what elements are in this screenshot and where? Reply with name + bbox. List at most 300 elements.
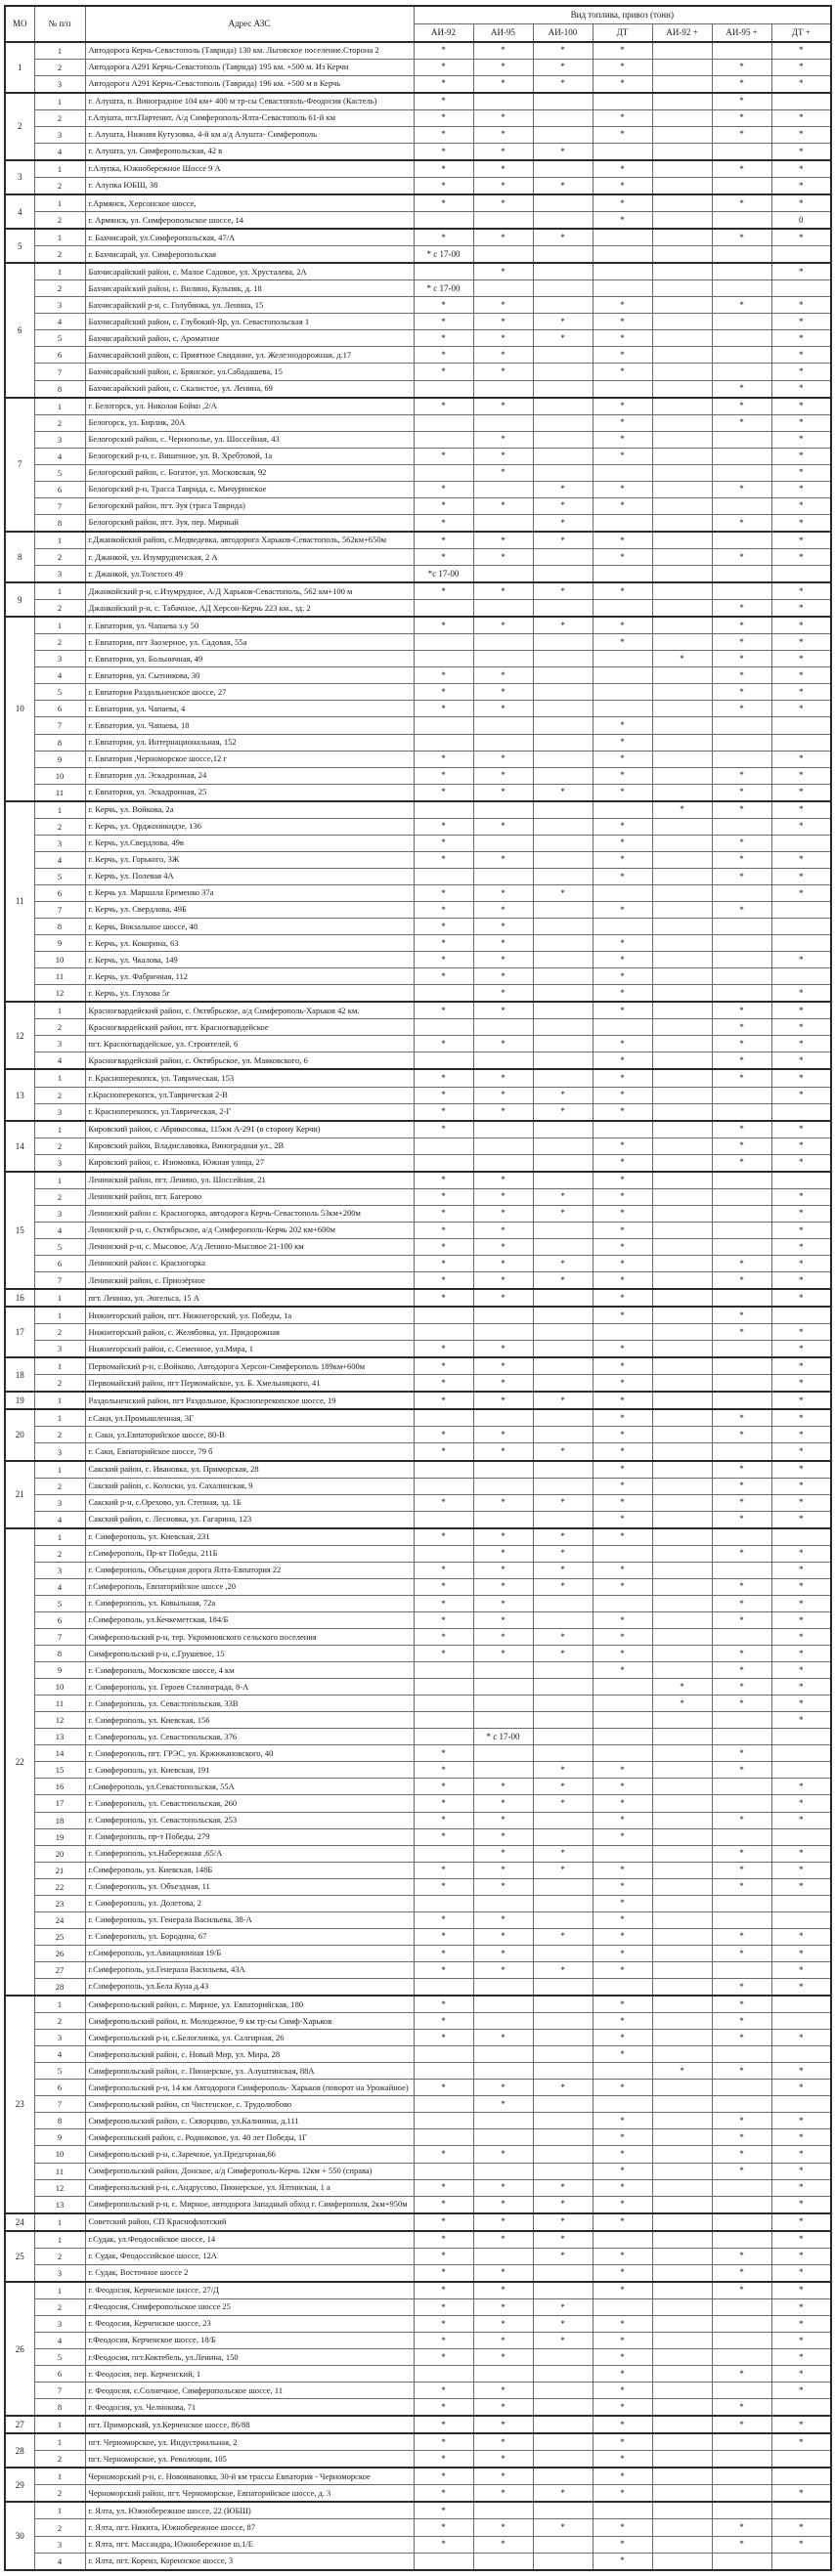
table-row [5,835,831,851]
fuel-availability-cell-ДТ+: * [771,364,831,380]
fuel-availability-cell-АИ-100: * [533,532,593,549]
fuel-availability-cell-АИ-95+: * [712,1121,771,1138]
table-row [5,1307,831,1324]
fuel-availability-cell-ДТ+: * [771,2282,831,2299]
address-cell: Симферопольский район, Донское, а/д Симферополь-Керчь 12км + 550 (справа) [85,2163,414,2179]
fuel-availability-cell-АИ-92+: * [652,651,712,667]
table-row [5,2231,831,2249]
address-cell: г. Судак, Восточное шоссе 2 [85,2264,414,2282]
fuel-availability-cell-АИ-95+: * [712,1307,771,1324]
fuel-availability-cell-ДТ+ [771,1307,831,1324]
address-cell: Красногвардейский район, с. Октябрьское, а/д Симферополь-Харьков 42 км. [85,1002,414,1019]
fuel-availability-cell-ДТ+: * [771,1188,831,1205]
fuel-availability-cell-АИ-100 [533,651,593,667]
fuel-availability-cell-АИ-95+: * [712,2146,771,2163]
address-cell: г. Симферополь, Московское шоссе, 4 км [85,1662,414,1679]
row-number-cell: 1 [34,229,85,246]
fuel-availability-cell-АИ-100 [533,380,593,398]
row-number-cell: 8 [34,2399,85,2417]
fuel-availability-cell-АИ-95: * [473,2536,533,2553]
fuel-availability-cell-АИ-95: * [473,2485,533,2503]
fuel-availability-cell-АИ-92: * [414,2416,473,2433]
fuel-availability-cell-АИ-100 [533,1611,593,1628]
fuel-availability-cell-АИ-95 [473,2046,533,2063]
fuel-availability-cell-АИ-92+ [652,684,712,701]
fuel-availability-cell-АИ-95 [473,2248,533,2264]
address-cell: Ленинский район с. Красногорка [85,1255,414,1271]
fuel-availability-cell-АИ-95: * [473,1172,533,1189]
fuel-availability-cell-ДТ+ [771,1996,831,2013]
mo-cell: 9 [5,582,34,617]
fuel-availability-cell-ДТ+: * [771,701,831,717]
table-row [5,717,831,734]
table-row [5,448,831,464]
fuel-availability-cell-АИ-95: * [473,1205,533,1222]
fuel-availability-cell-ДТ: * [593,617,652,634]
fuel-availability-cell-ДТ+ [771,2451,831,2469]
fuel-availability-cell-ДТ+: * [771,1662,831,1679]
address-cell: Кировский район, с Абрикосовка, 115км А-291 (в сторону Керчи) [85,1121,414,1138]
fuel-availability-cell-АИ-100 [533,246,593,264]
fuel-availability-cell-АИ-92: * [414,1427,473,1443]
address-cell: г. Евпатория, ул. Чапаева, 4 [85,701,414,717]
fuel-availability-cell-АИ-92: * [414,1928,473,1945]
fuel-availability-cell-АИ-92+ [652,1662,712,1679]
fuel-availability-cell-АИ-100 [533,1511,593,1528]
address-cell: г. Симферополь, ул. Киевская, 231 [85,1528,414,1546]
fuel-availability-cell-АИ-92+ [652,818,712,835]
fuel-availability-cell-АИ-95 [473,2163,533,2179]
fuel-availability-cell-АИ-100 [533,767,593,784]
mo-cell: 16 [5,1289,34,1307]
fuel-availability-cell-ДТ [593,1978,652,1996]
fuel-availability-cell-ДТ+: * [771,1121,831,1138]
fuel-availability-cell-АИ-95 [473,717,533,734]
fuel-availability-cell-ДТ: * [593,497,652,514]
fuel-availability-cell-АИ-92: * [414,75,473,93]
mo-cell: 15 [5,1172,34,1289]
fuel-availability-cell-ДТ+: * [771,684,831,701]
fuel-availability-cell-ДТ+ [771,919,831,935]
table-row [5,481,831,497]
fuel-availability-cell-ДТ: * [593,1341,652,1358]
row-number-cell: 3 [34,1154,85,1172]
fuel-availability-cell-АИ-100: * [533,481,593,497]
fuel-availability-cell-АИ-92: * [414,1961,473,1978]
fuel-availability-cell-АИ-95 [473,1121,533,1138]
address-cell: Бахчисарайский район, с. Скалистое, ул. Ленина, 69 [85,380,414,398]
fuel-availability-cell-АИ-92: * [414,2080,473,2096]
fuel-availability-cell-АИ-95+ [712,1562,771,1578]
row-number-cell: 2 [34,109,85,126]
fuel-availability-cell-АИ-95: * [473,751,533,767]
fuel-availability-cell-АИ-95+: * [712,2248,771,2264]
row-number-cell: 11 [34,968,85,985]
fuel-availability-cell-ДТ: * [593,297,652,314]
row-number-cell: 7 [34,717,85,734]
table-row [5,1878,831,1895]
fuel-availability-cell-ДТ+: * [771,143,831,160]
fuel-availability-cell-АИ-92+ [652,868,712,884]
table-row [5,2096,831,2113]
fuel-availability-cell-АИ-95+ [712,2332,771,2348]
fuel-availability-cell-АИ-92+ [652,1357,712,1375]
fuel-availability-cell-ДТ+: * [771,1036,831,1052]
table-row [5,1611,831,1628]
fuel-availability-cell-АИ-92+: * [652,1696,712,1712]
fuel-availability-cell-АИ-95+ [712,566,771,583]
fuel-availability-cell-ДТ: * [593,2332,652,2348]
fuel-availability-cell-АИ-92: * [414,884,473,901]
table-row [5,566,831,583]
fuel-availability-cell-АИ-92: * [414,1205,473,1222]
fuel-availability-cell-ДТ+: * [771,109,831,126]
fuel-availability-cell-АИ-92 [414,212,473,230]
fuel-availability-cell-АИ-92: * [414,1087,473,1103]
fuel-availability-cell-АИ-100 [533,160,593,178]
fuel-availability-cell-АИ-100: * [533,582,593,600]
address-cell: г.Красноперекопск, ул.Таврическая 2-В [85,1087,414,1103]
row-number-cell: 2 [34,1019,85,1036]
address-cell: г. Симферополь, ул. Героев Сталинграда, 8-А [85,1679,414,1696]
fuel-availability-cell-АИ-92: * [414,1238,473,1255]
fuel-availability-cell-АИ-92+ [652,1812,712,1828]
fuel-availability-cell-ДТ+: * [771,1779,831,1795]
fuel-availability-cell-АИ-100: * [533,617,593,634]
address-cell: Советский район, СП Краснофлотский [85,2213,414,2231]
address-cell: г. Судак, Феодоссийское шоссе, 12А [85,2248,414,2264]
fuel-availability-cell-АИ-92: * [414,1762,473,1779]
fuel-availability-cell-АИ-92 [414,1154,473,1172]
table-row [5,532,831,549]
fuel-availability-cell-АИ-95: * [473,549,533,566]
fuel-availability-cell-АИ-95: * [473,2468,533,2485]
table-row [5,2080,831,2096]
fuel-availability-cell-АИ-92+ [652,1138,712,1154]
fuel-availability-cell-АИ-92+ [652,835,712,851]
fuel-availability-cell-ДТ+: * [771,2416,831,2433]
table-row [5,2502,831,2519]
fuel-availability-cell-ДТ: * [593,2451,652,2469]
row-number-cell: 8 [34,919,85,935]
fuel-availability-cell-АИ-95+ [712,532,771,549]
fuel-availability-cell-АИ-92 [414,634,473,651]
address-cell: г.Феодосия, Керченское шоссе, 18/Б [85,2332,414,2348]
fuel-availability-cell-АИ-92: * [414,93,473,110]
fuel-availability-cell-АИ-92+ [652,582,712,600]
fuel-availability-cell-АИ-92: * [414,2264,473,2282]
fuel-availability-cell-АИ-95: * [473,884,533,901]
fuel-availability-cell-АИ-92 [414,1052,473,1070]
fuel-availability-cell-АИ-95+ [712,582,771,600]
fuel-availability-cell-АИ-100: * [533,1188,593,1205]
address-cell: Симферопольский р-н, с.Грушевое, 15 [85,1646,414,1662]
fuel-availability-cell-АИ-92+ [652,2298,712,2315]
fuel-availability-cell-ДТ [593,1324,652,1341]
fuel-availability-cell-АИ-100 [533,2433,593,2451]
fuel-availability-cell-ДТ+ [771,2468,831,2485]
row-number-cell: 2 [34,2013,85,2030]
fuel-availability-cell-АИ-95+: * [712,1272,771,1290]
fuel-availability-cell-АИ-92: * [414,1255,473,1271]
fuel-availability-cell-АИ-92: * [414,109,473,126]
address-cell: Симферопольский район, с. Новый Мир, ул. Мира, 28 [85,2046,414,2063]
address-cell: г.Алупка, Южнобережное Шоссе 9 А [85,160,414,178]
row-number-cell: 3 [34,566,85,583]
fuel-availability-cell-ДТ: * [593,2196,652,2213]
fuel-availability-cell-ДТ [593,229,652,246]
fuel-availability-cell-АИ-92+ [652,1712,712,1729]
fuel-availability-cell-АИ-100 [533,1307,593,1324]
fuel-availability-cell-АИ-92: * [414,667,473,684]
fuel-availability-cell-АИ-92: * [414,2468,473,2485]
address-cell: г.Армянск, Херсонское шоссе, [85,194,414,212]
table-row [5,1052,831,1070]
row-number-cell: 1 [34,1172,85,1189]
fuel-availability-cell-АИ-100 [533,1712,593,1729]
fuel-availability-cell-АИ-100 [533,2046,593,2063]
fuel-availability-cell-ДТ [593,701,652,717]
fuel-availability-cell-ДТ: * [593,1662,652,1679]
fuel-availability-cell-АИ-95 [473,1409,533,1427]
fuel-availability-cell-ДТ+: * [771,59,831,75]
fuel-availability-cell-ДТ: * [593,1392,652,1409]
row-number-cell: 22 [34,1878,85,1895]
fuel-availability-cell-АИ-95+: * [712,1679,771,1696]
row-number-cell: 3 [34,1036,85,1052]
fuel-availability-cell-АИ-92+ [652,1928,712,1945]
fuel-availability-cell-ДТ+: 0 [771,212,831,230]
fuel-availability-cell-АИ-95 [473,1478,533,1494]
address-cell: Симферопольский р-н, с.Заречное, ул.Предгорная,66 [85,2146,414,2163]
table-row [5,1222,831,1238]
fuel-availability-cell-АИ-92 [414,2366,473,2383]
fuel-availability-cell-АИ-92: * [414,784,473,801]
fuel-availability-cell-ДТ: * [593,177,652,194]
mo-cell: 19 [5,1392,34,1409]
fuel-availability-cell-АИ-100 [533,734,593,751]
address-cell: Симферопольский р-н, с. Мирное, автодорога Западный обход г. Симферополя, 2км+950м [85,2196,414,2213]
fuel-availability-cell-АИ-95: * [473,684,533,701]
table-row [5,651,831,667]
fuel-availability-cell-ДТ [593,919,652,935]
fuel-availability-cell-АИ-92+ [652,2485,712,2503]
fuel-availability-cell-ДТ+: * [771,448,831,464]
table-row [5,549,831,566]
row-number-cell: 9 [34,751,85,767]
fuel-availability-cell-АИ-92+ [652,2399,712,2417]
fuel-availability-cell-АИ-95+ [712,2433,771,2451]
address-cell: Симферопольский район, с. Мирное, ул. Евпаторийская, 180 [85,1996,414,2013]
fuel-availability-cell-АИ-100: * [533,1545,593,1562]
row-number-cell: 3 [34,75,85,93]
fuel-availability-cell-АИ-100 [533,1121,593,1138]
fuel-availability-cell-АИ-100: * [533,2315,593,2332]
address-cell: Первомайский р-н, с.Войково, Автодорога Херсон-Симферополь 189км+600м [85,1357,414,1375]
fuel-availability-cell-АИ-92 [414,1019,473,1036]
fuel-availability-cell-АИ-92+ [652,414,712,431]
fuel-availability-cell-АИ-100 [533,297,593,314]
address-cell: г. Симферополь, ул. Киевская, 191 [85,1762,414,1779]
fuel-availability-cell-АИ-100 [533,1461,593,1479]
fuel-availability-cell-АИ-95 [473,93,533,110]
fuel-availability-cell-АИ-95: * [473,1494,533,1511]
fuel-availability-cell-АИ-95+: * [712,600,771,618]
address-cell: Белогорский район, пгт. Зуя, пер. Мирный [85,514,414,532]
address-cell: г. Керчь, ул. Горького, 3Ж [85,851,414,868]
fuel-availability-cell-АИ-95: * [473,1928,533,1945]
fuel-availability-cell-АИ-92+ [652,1494,712,1511]
row-number-cell: 7 [34,2096,85,2113]
fuel-availability-cell-АИ-92+ [652,1461,712,1479]
fuel-availability-cell-АИ-95+ [712,1911,771,1928]
fuel-availability-cell-АИ-100 [533,464,593,481]
fuel-availability-cell-АИ-95+ [712,1961,771,1978]
fuel-availability-cell-АИ-95: * с 17-00 [473,1729,533,1745]
fuel-availability-cell-АИ-95: * [473,968,533,985]
fuel-availability-cell-АИ-92+ [652,1528,712,1546]
fuel-availability-cell-АИ-92: * [414,2213,473,2231]
fuel-availability-cell-АИ-92+ [652,2264,712,2282]
fuel-availability-cell-АИ-95+: * [712,160,771,178]
fuel-availability-cell-ДТ: * [593,1478,652,1494]
fuel-availability-cell-ДТ [593,380,652,398]
fuel-availability-cell-АИ-100 [533,1002,593,1019]
fuel-availability-cell-АИ-95: * [473,1611,533,1628]
mo-cell: 13 [5,1069,34,1120]
address-cell: г. Симферополь, ул. Севастопольская, 253 [85,1812,414,1828]
row-number-cell: 15 [34,1762,85,1779]
fuel-availability-cell-АИ-92: * [414,481,473,497]
fuel-availability-cell-АИ-100 [533,868,593,884]
fuel-availability-cell-АИ-95: * [473,1646,533,1662]
fuel-availability-cell-АИ-95+: * [712,1978,771,1996]
fuel-availability-cell-АИ-95 [473,1052,533,1070]
table-row [5,901,831,918]
mo-cell: 27 [5,2416,34,2433]
address-cell: Ленинский район, с. Приозёрное [85,1272,414,1290]
fuel-availability-cell-АИ-92: * [414,1222,473,1238]
fuel-availability-cell-ДТ+: * [771,398,831,415]
fuel-availability-cell-АИ-92+ [652,263,712,280]
fuel-availability-cell-АИ-95+: * [712,617,771,634]
fuel-availability-cell-АИ-95+: * [712,1996,771,2013]
fuel-availability-cell-АИ-100 [533,1409,593,1427]
row-number-cell: 6 [34,1611,85,1628]
fuel-availability-cell-ДТ: * [593,431,652,448]
table-row [5,1762,831,1779]
fuel-availability-cell-ДТ [593,143,652,160]
fuel-availability-cell-АИ-95+: * [712,651,771,667]
fuel-availability-cell-АИ-95+ [712,2298,771,2315]
fuel-availability-cell-ДТ+ [771,717,831,734]
row-number-cell: 1 [34,1289,85,1307]
table-row [5,1443,831,1461]
fuel-availability-cell-АИ-92+ [652,1324,712,1341]
fuel-availability-cell-АИ-95+ [712,2451,771,2469]
fuel-availability-cell-ДТ: * [593,1154,652,1172]
row-number-cell: 3 [34,2536,85,2553]
fuel-availability-cell-АИ-95 [473,2502,533,2519]
fuel-availability-cell-АИ-92+ [652,851,712,868]
fuel-availability-cell-АИ-92: * [414,1272,473,1290]
fuel-availability-cell-ДТ+: * [771,314,831,330]
fuel-availability-cell-АИ-100 [533,212,593,230]
fuel-availability-cell-АИ-100 [533,1289,593,1307]
fuel-availability-cell-АИ-95+: * [712,868,771,884]
fuel-availability-cell-АИ-95+ [712,1795,771,1812]
fuel-availability-cell-АИ-100: * [533,177,593,194]
fuel-availability-cell-ДТ: * [593,1307,652,1324]
fuel-availability-cell-АИ-95+ [712,1341,771,1358]
address-cell: г. Евпатория, ул. Интернациональная, 152 [85,734,414,751]
table-row [5,2030,831,2046]
row-number-cell: 19 [34,1828,85,1845]
fuel-availability-cell-АИ-92+ [652,1562,712,1578]
address-cell: г. Симферополь, ул. Киевская, 156 [85,1712,414,1729]
fuel-availability-cell-АИ-95: * [473,2213,533,2231]
table-row [5,1427,831,1443]
fuel-availability-cell-АИ-100 [533,1357,593,1375]
row-number-cell: 6 [34,1255,85,1271]
fuel-availability-cell-АИ-92+ [652,1945,712,1961]
address-cell: г. Ялта, пгт. Кореиз, Кореизское шоссе, 3 [85,2553,414,2570]
fuel-availability-cell-АИ-92: * [414,2399,473,2417]
fuel-availability-cell-АИ-95+: * [712,1595,771,1611]
fuel-availability-cell-АИ-92: * [414,177,473,194]
fuel-availability-cell-ДТ+: * [771,347,831,364]
fuel-availability-cell-АИ-92+ [652,751,712,767]
fuel-availability-cell-АИ-95: * [473,347,533,364]
fuel-availability-cell-АИ-100 [533,1427,593,1443]
fuel-availability-cell-АИ-95: * [473,330,533,347]
fuel-availability-cell-АИ-92+ [652,2163,712,2179]
fuel-availability-cell-АИ-100: * [533,1528,593,1546]
fuel-availability-cell-ДТ+: * [771,2433,831,2451]
address-cell: г. Керчь, ул. Фабричная, 112 [85,968,414,985]
fuel-availability-cell-ДТ: * [593,2030,652,2046]
row-number-cell: 2 [34,59,85,75]
table-row [5,2553,831,2570]
fuel-availability-cell-АИ-92: * [414,126,473,143]
fuel-availability-cell-ДТ: * [593,1961,652,1978]
address-cell: Бахчисарайский район, с. Вилино, Кульпяк, д. 18 [85,280,414,297]
fuel-availability-cell-АИ-92 [414,1461,473,1479]
fuel-availability-cell-АИ-92: * [414,2536,473,2553]
fuel-availability-cell-АИ-95: * [473,919,533,935]
fuel-availability-cell-АИ-92+ [652,160,712,178]
table-header [5,6,831,42]
fuel-availability-cell-ДТ+ [771,2553,831,2570]
fuel-availability-cell-АИ-92+ [652,1629,712,1646]
mo-cell: 12 [5,1002,34,1069]
fuel-availability-cell-АИ-95+ [712,2485,771,2503]
fuel-availability-cell-АИ-95+: * [712,126,771,143]
fuel-availability-cell-АИ-95 [473,1138,533,1154]
address-cell: г.Симферополь, ул.Бела Куна д.43 [85,1978,414,1996]
fuel-availability-cell-АИ-100 [533,1911,593,1928]
fuel-availability-cell-АИ-92+ [652,2451,712,2469]
fuel-availability-cell-АИ-92 [414,2553,473,2570]
fuel-availability-cell-АИ-95+ [712,2231,771,2249]
fuel-availability-cell-ДТ+: * [771,667,831,684]
fuel-availability-cell-АИ-100 [533,1696,593,1712]
fuel-availability-cell-АИ-95+: * [712,1845,771,1862]
fuel-availability-cell-АИ-92: * [414,1795,473,1812]
fuel-availability-cell-АИ-92+ [652,42,712,60]
fuel-availability-cell-ДТ [593,2096,652,2113]
fuel-availability-cell-АИ-95 [473,1019,533,1036]
